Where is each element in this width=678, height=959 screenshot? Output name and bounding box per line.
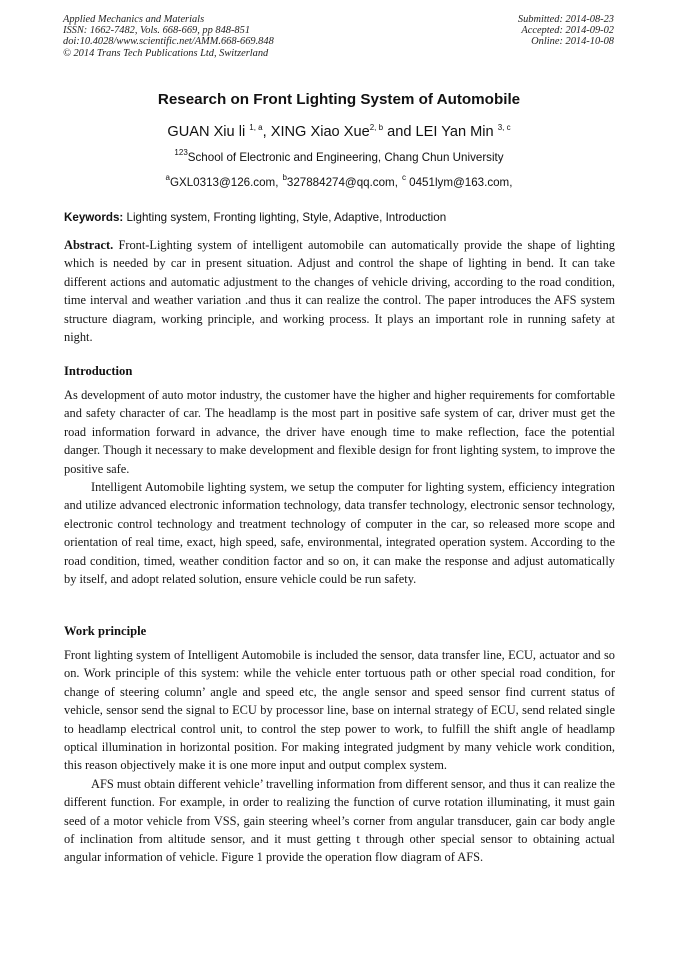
author-separator: and [383, 124, 416, 140]
section-heading-work-principle: Work principle [64, 624, 147, 638]
section-heading-introduction: Introduction [64, 364, 133, 378]
email-marker: a [165, 173, 170, 182]
author-name: LEI Yan Min [415, 124, 494, 140]
copyright-line: © 2014 Trans Tech Publications Ltd, Switzerland [63, 47, 269, 59]
paragraph: Intelligent Automobile lighting system, we setup the computer for lighting system, efficiency integration and utilize advanced electronic information technology, data transfer technology, electronic sensor technology, electronic control technology and treatment technology of computer in the car, so released more scope and orientation of real time, exact, high speed, safe, environmental, integrated operation system. According to the road condition, timed, weather condition factor and so on, it can make the response and adjust automatically by itself, and adopt related solution, ensure vehicle could be run safety. [64, 480, 615, 587]
email-address: 0451lym@163.com, [405, 176, 513, 189]
keywords-label: Keywords: [64, 211, 124, 224]
author-separator: , [262, 124, 271, 140]
journal-info [63, 14, 274, 59]
author-marker: 2, b [369, 123, 384, 132]
paragraph: As development of auto motor industry, the customer have the higher and higher requirements for comfortable and safety character of car. The headlamp is the most part in positive safe system of car, driver must get the road information forward in advance, the driver have enough time to make reflection, face the potential danger. Though it necessary to make development and flexible design for front lighting system, to improve the positive safe. [64, 388, 615, 476]
affiliation [0, 148, 678, 164]
paper-title: Research on Front Lighting System of Automobile [157, 91, 521, 108]
paragraph: Front lighting system of Intelligent Automobile is included the sensor, data transfer line, ECU, actuator and so on. Work principle of this system: while the vehicle enter tortuous path or other special road condition, for change of steering column’ angle and speed etc, the angle sensor and speed sensor find current status of vehicle, sensor send the signal to ECU by processor line, base on internal strategy of ECU, send related single to headlamp electrical control unit, to control the step power to work, to fulfill the shift angle of headlamp optical illumination in horizontal position. For making integrated judgment by many vehicle work condition, this reason objectively make it is one more input and output complex system. [64, 648, 615, 773]
author-marker: 1, a [249, 123, 263, 132]
issn-line: ISSN: 1662-7482, Vols. 668-669, pp 848-851 [63, 25, 251, 37]
email-address: GXL0313@126.com, [169, 176, 279, 189]
email-marker: c [401, 173, 406, 182]
introduction-body [64, 386, 615, 588]
publication-dates [518, 14, 614, 48]
abstract [64, 236, 615, 346]
work-principle-body [64, 646, 615, 867]
email-address: 327884274@qq.com, [286, 176, 398, 189]
affiliation-text: School of Electronic and Engineering, Chang Chun University [187, 151, 504, 164]
submitted-date: Submitted: 2014-08-23 [517, 14, 614, 25]
doi-line: doi:10.4028/www.scientific.net/AMM.668-669.848 [63, 36, 274, 48]
keywords [64, 211, 616, 224]
author-name: GUAN Xiu li [167, 124, 246, 140]
author-list [0, 124, 678, 140]
accepted-date: Accepted: 2014-09-02 [521, 25, 614, 37]
keywords-text: Lighting system, Fronting lighting, Style, Adaptive, Introduction [123, 211, 447, 224]
abstract-text: Front-Lighting system of intelligent automobile can automatically provide the shape of lighting which is needed by car in present situation. Adjust and control the shape of lighting in bend. It can take different actions and automatic adjustment to the changes of vehicle driving, according to the road condition, time interval and weather variation .and thus it can realize the control. The paper introduces the AFS system structure diagram, working principle, and working process. It plays an important role in running safety at night. [64, 238, 615, 345]
paragraph: AFS must obtain different vehicle’ travelling information from different sensor, and thus it can realize the different function. For example, in order to realizing the function of curve rotation illuminating, it must gain seed of a motor vehicle from VSS, gain steering wheel’s corner from angular transducer, gain car body angle of inclination from altitude sensor, and it must getting t through other special sensor to obtaining actual angular information of vehicle. Figure 1 provide the operation flow diagram of AFS. [64, 776, 615, 865]
affiliation-marker: 123 [174, 148, 188, 157]
author-name: XING Xiao Xue [270, 124, 370, 140]
author-marker: 3, c [497, 123, 511, 132]
journal-name: Applied Mechanics and Materials [63, 14, 205, 25]
author-emails [0, 173, 678, 189]
email-marker: b [282, 173, 287, 182]
online-date: Online: 2014-10-08 [531, 36, 614, 48]
abstract-label: Abstract. [64, 238, 114, 252]
